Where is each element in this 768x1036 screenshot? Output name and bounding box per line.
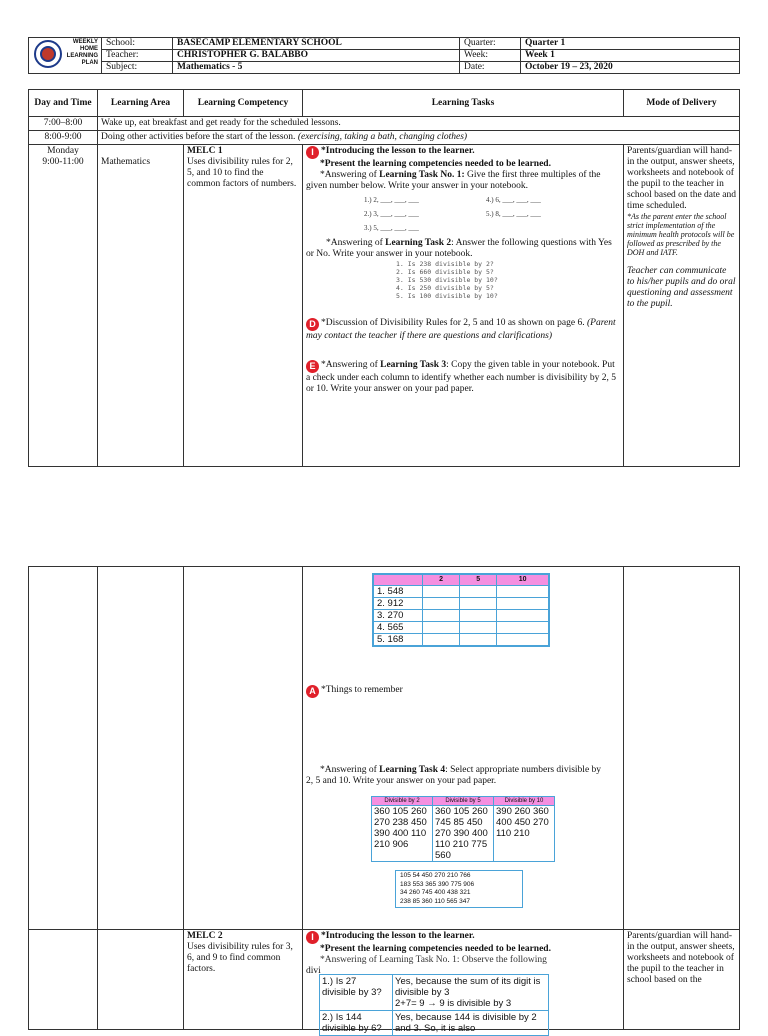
lt1-text: *Answering of Learning Task No. 1: Give the first three multiples of the given number below. Write your answer in your notebook. [306, 170, 601, 191]
intro-line: I *Introducing the lesson to the learner. [306, 931, 620, 944]
weekly-plan-table-continued [28, 566, 740, 1034]
intro-line: I *Introducing the lesson to the learner. [306, 146, 620, 159]
competency-cell [184, 145, 303, 467]
present-line: *Present the learning competencies needed to be learned. [320, 159, 551, 169]
week-label: Week: [460, 50, 521, 62]
tasks-cell [303, 145, 624, 467]
intro-badge-icon: I [306, 931, 319, 944]
date-label: Date: [460, 62, 521, 74]
answer-table: 1.) Is 27 divisible by 3? Yes, because the sum of its digit is divisible by 3 2+7= 9 → 9 is divisible by 3 2.) Is 144 divisible by 6? Yes, because 144 is divisible by 2 and 3. So, it is also [319, 974, 549, 1036]
lt4-text: *Answering of Learning Task 4: Select appropriate numbers divisible by 2, 5 and 10. Write your answer on your pad paper. [306, 765, 602, 786]
teacher-value: CHRISTOPHER G. BALABBO [173, 50, 460, 62]
present-line: *Present the learning competencies needed to be learned. [320, 944, 551, 954]
monday-cell: Monday 9:00-11:00 [29, 145, 98, 467]
lt4-table: Divisible by 2 Divisible by 5 Divisible by 10 360 105 260 270 238 450 390 400 110 210 906 360 105 260 745 85 450 270 390 400 110 210 775 560 390 260 360 400 450 270 110 210 [371, 796, 555, 862]
mode-text: Parents/guardian will hand-in the output, answer sheets, worksheets and notebook of the pupil to the teacher in school based on the [627, 931, 735, 985]
col-learning-area: Learning Area [98, 90, 184, 117]
mode-text: Parents/guardian will hand-in the output, answer sheets, worksheets and notebook of the pupil to the teacher in school based on the date and time scheduled. [627, 146, 736, 211]
mode-cell [624, 145, 740, 467]
things-to-remember: A *Things to remember [306, 685, 403, 698]
col-learning-tasks: Learning Tasks [303, 90, 624, 117]
lt2-items: 1. Is 238 divisible by 2? 2. Is 660 divisible by 5? 3. Is 530 divisible by 10? 4. Is 250 divisible by 5? 5. Is 100 divisible by 10? [396, 260, 498, 300]
week-value: Week 1 [521, 50, 740, 62]
melc-label: MELC 2 [187, 931, 223, 941]
header-table [28, 37, 740, 74]
schedule-time: 7:00–8:00 [29, 117, 98, 131]
lt1-items: 1.) 2, ___, ___, ___ 4.) 6, ___, ___, ___ 2.) 3, ___, ___, ___ 5.) 8, ___, ___, ___ 3.) 5, ___, ___, ___ [364, 196, 541, 232]
discussion-text: D *Discussion of Divisibility Rules for 2, 5 and 10 as shown on page 6. (Parent may contact the teacher if there are questions and clarifications) [306, 318, 616, 341]
deped-logo [29, 38, 102, 74]
competency-cell-2 [184, 930, 303, 1030]
col-mode-delivery: Mode of Delivery [624, 90, 740, 117]
logo-text: WEEKLY HOME LEARNING PLAN [66, 39, 98, 66]
subject-value: Mathematics - 5 [173, 62, 460, 74]
intro-badge-icon: I [306, 146, 319, 159]
col-day-time: Day and Time [29, 90, 98, 117]
competency-text: Uses divisibility rules for 2, 5, and 10 to find the common factors of numbers. [187, 157, 297, 189]
lt1-text-partial-2: divi [306, 966, 321, 976]
numbers-box: 105 54 450 270 210 766 183 553 365 390 775 906 34 260 745 400 438 321 238 85 360 110 565 347 [395, 870, 523, 908]
lt3-table: 2 5 10 1. 548 2. 912 3. 270 4. 565 5. 168 [372, 573, 550, 647]
competency-text: Uses divisibility rules for 3, 6, and 9 to find common factors. [187, 942, 293, 974]
learning-area: Mathematics [98, 145, 184, 467]
school-label: School: [102, 38, 173, 50]
schedule-time: 8:00-9:00 [29, 131, 98, 145]
teacher-label: Teacher: [102, 50, 173, 62]
explore-badge-icon: E [306, 360, 319, 373]
discussion-badge-icon: D [306, 318, 319, 331]
lt3-text: E *Answering of Learning Task 3: Copy the given table in your notebook. Put a check under each column to identify whether each number is divisibility by 2, 5 or 10. Write your answer on your pad paper. [306, 360, 616, 394]
lt2-text: *Answering of Learning Task 2: Answer the following questions with Yes or No. Write your answer in your notebook. [306, 238, 612, 259]
tasks-cell-2 [303, 930, 624, 1034]
mode-teacher-note: Teacher can communicate to his/her pupils and do oral questioning and assessment to the pupil. [627, 266, 736, 309]
quarter-label: Quarter: [460, 38, 521, 50]
quarter-value: Quarter 1 [521, 38, 740, 50]
date-value: October 19 – 23, 2020 [521, 62, 740, 74]
school-value: BASECAMP ELEMENTARY SCHOOL [173, 38, 460, 50]
deped-seal-icon [34, 40, 62, 68]
schedule-text: Wake up, eat breakfast and get ready for the scheduled lessons. [98, 117, 740, 131]
subject-label: Subject: [102, 62, 173, 74]
mode-cell-2 [624, 930, 740, 1030]
tasks-cell-continued [303, 567, 624, 930]
weekly-plan-table [28, 89, 740, 467]
mode-health-note: *As the parent enter the school strict implementation of the minimum health protocols will be followed as prescribed by the DOH and IATF. [627, 212, 735, 257]
lt1-text-partial: *Answering of Learning Task No. 1: Observe the following [320, 955, 547, 965]
apply-badge-icon: A [306, 685, 319, 698]
col-learning-competency: Learning Competency [184, 90, 303, 117]
melc-label: MELC 1 [187, 146, 223, 156]
schedule-text: Doing other activities before the start of the lesson. (exercising, taking a bath, changing clothes) [98, 131, 740, 145]
